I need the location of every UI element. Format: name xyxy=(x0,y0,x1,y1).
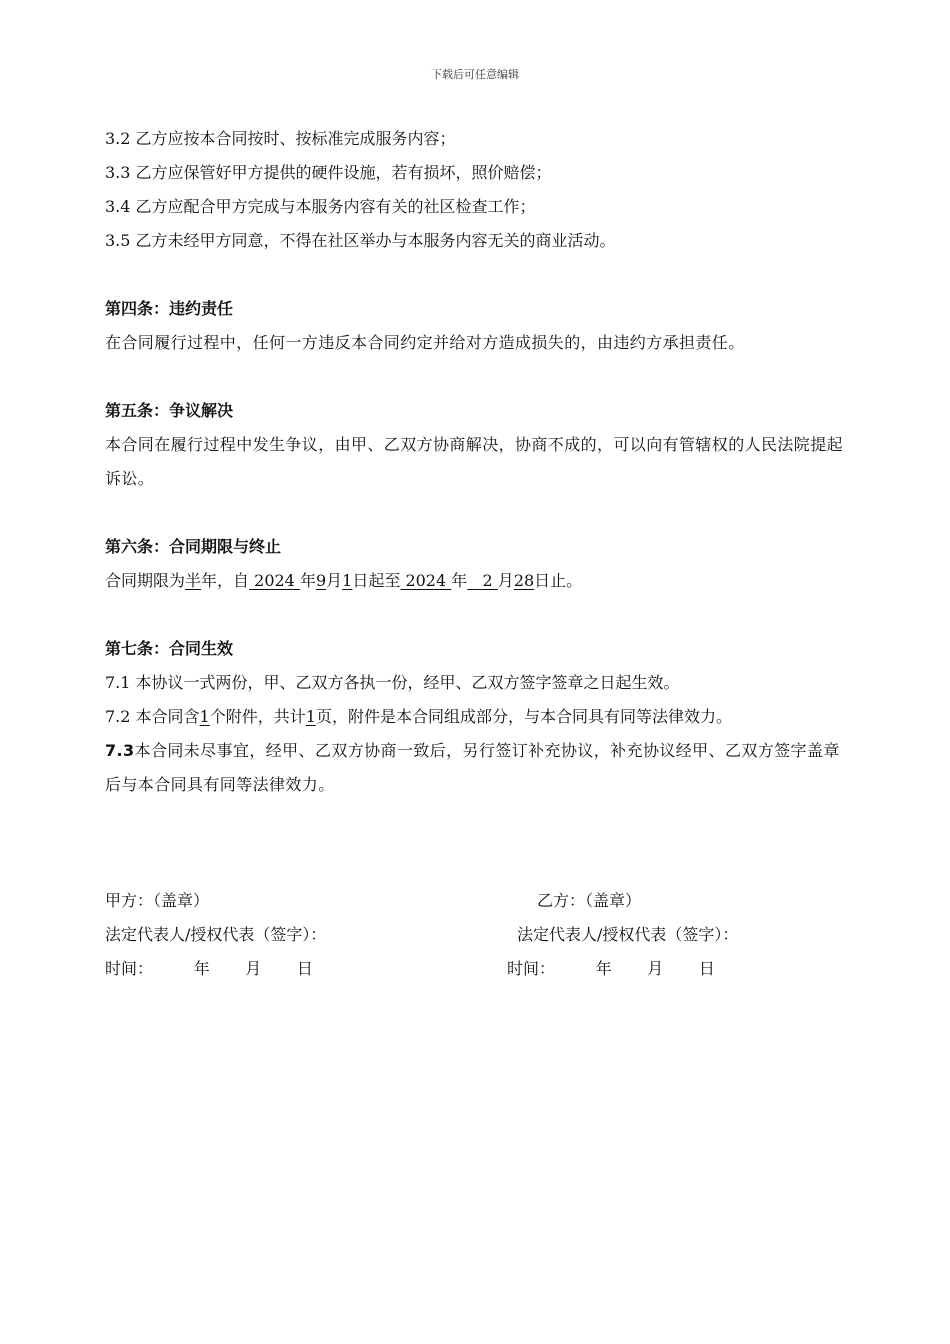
signature-row-representative xyxy=(105,918,865,952)
clause-3-3: 3.3 乙方应保管好甲方提供的硬件设施，若有损坏，照价赔偿； xyxy=(105,163,552,182)
party-a-seal: 甲方：（盖章） xyxy=(105,891,210,910)
section-6-title: 第六条：合同期限与终止 xyxy=(105,537,282,556)
term-end: 日止。 xyxy=(534,571,583,590)
term-duration: 半 xyxy=(185,571,202,590)
term-mid: 年，自 xyxy=(201,571,250,590)
clause-7-2-suffix: 页，附件是本合同组成部分，与本合同具有同等法律效力。 xyxy=(315,707,732,726)
end-month: 2 xyxy=(467,571,498,590)
section-5-title: 第五条：争议解决 xyxy=(105,401,234,420)
signature-row-party xyxy=(105,884,865,918)
header-note: 下载后可任意编辑 xyxy=(431,68,519,81)
party-b-representative: 法定代表人/授权代表（签字）： xyxy=(517,925,739,944)
clause-7-3-body: 本合同未尽事宜，经甲、乙双方协商一致后，另行签订补充协议，补充协议经甲、乙双方签字盖章后与本合同具有同等法律效力。 xyxy=(105,741,840,794)
section-6-term-line xyxy=(105,564,855,598)
section-7-title: 第七条：合同生效 xyxy=(105,639,234,658)
end-year: 2024 xyxy=(400,571,452,590)
section-3-items xyxy=(105,122,855,258)
clause-7-3-number: 7.3 xyxy=(105,741,135,760)
party-a-time: 时间： 年 月 日 xyxy=(105,959,313,978)
signature-block xyxy=(105,884,865,986)
clause-7-2 xyxy=(105,700,855,734)
signature-row-time xyxy=(105,952,865,986)
party-b-time: 时间： 年 月 日 xyxy=(507,959,715,978)
month-label-2: 月 xyxy=(497,571,514,590)
start-year: 2024 xyxy=(249,571,300,590)
day-to-label: 日起至 xyxy=(352,571,401,590)
party-a-representative: 法定代表人/授权代表（签字）： xyxy=(105,925,327,944)
section-4-body: 在合同履行过程中，任何一方违反本合同约定并给对方造成损失的，由违约方承担责任。 xyxy=(105,333,745,352)
term-prefix: 合同期限为 xyxy=(105,571,186,590)
start-month: 9 xyxy=(315,571,327,590)
year-label-2: 年 xyxy=(451,571,468,590)
clause-3-5: 3.5 乙方未经甲方同意，不得在社区举办与本服务内容无关的商业活动。 xyxy=(105,231,616,250)
clause-7-2-mid: 个附件，共计 xyxy=(209,707,306,726)
section-5-body: 本合同在履行过程中发生争议，由甲、乙双方协商解决，协商不成的，可以向有管辖权的人民法院提起诉讼。 xyxy=(105,435,844,488)
page-count: 1 xyxy=(305,707,316,726)
attachment-count: 1 xyxy=(199,707,210,726)
clause-3-2: 3.2 乙方应按本合同按时、按标准完成服务内容； xyxy=(105,129,456,148)
clause-7-3 xyxy=(105,734,855,802)
contract-body xyxy=(105,122,855,802)
year-label: 年 xyxy=(299,571,316,590)
clause-7-1: 7.1 本协议一式两份，甲、乙双方各执一份，经甲、乙双方签字签章之日起生效。 xyxy=(105,673,680,692)
end-day: 28 xyxy=(513,571,535,590)
clause-7-2-prefix: 7.2 本合同含 xyxy=(105,707,200,726)
start-day: 1 xyxy=(342,571,353,590)
section-4-title: 第四条：违约责任 xyxy=(105,299,234,318)
party-b-seal: 乙方：（盖章） xyxy=(537,891,642,910)
clause-3-4: 3.4 乙方应配合甲方完成与本服务内容有关的社区检查工作； xyxy=(105,197,536,216)
month-label: 月 xyxy=(326,571,343,590)
